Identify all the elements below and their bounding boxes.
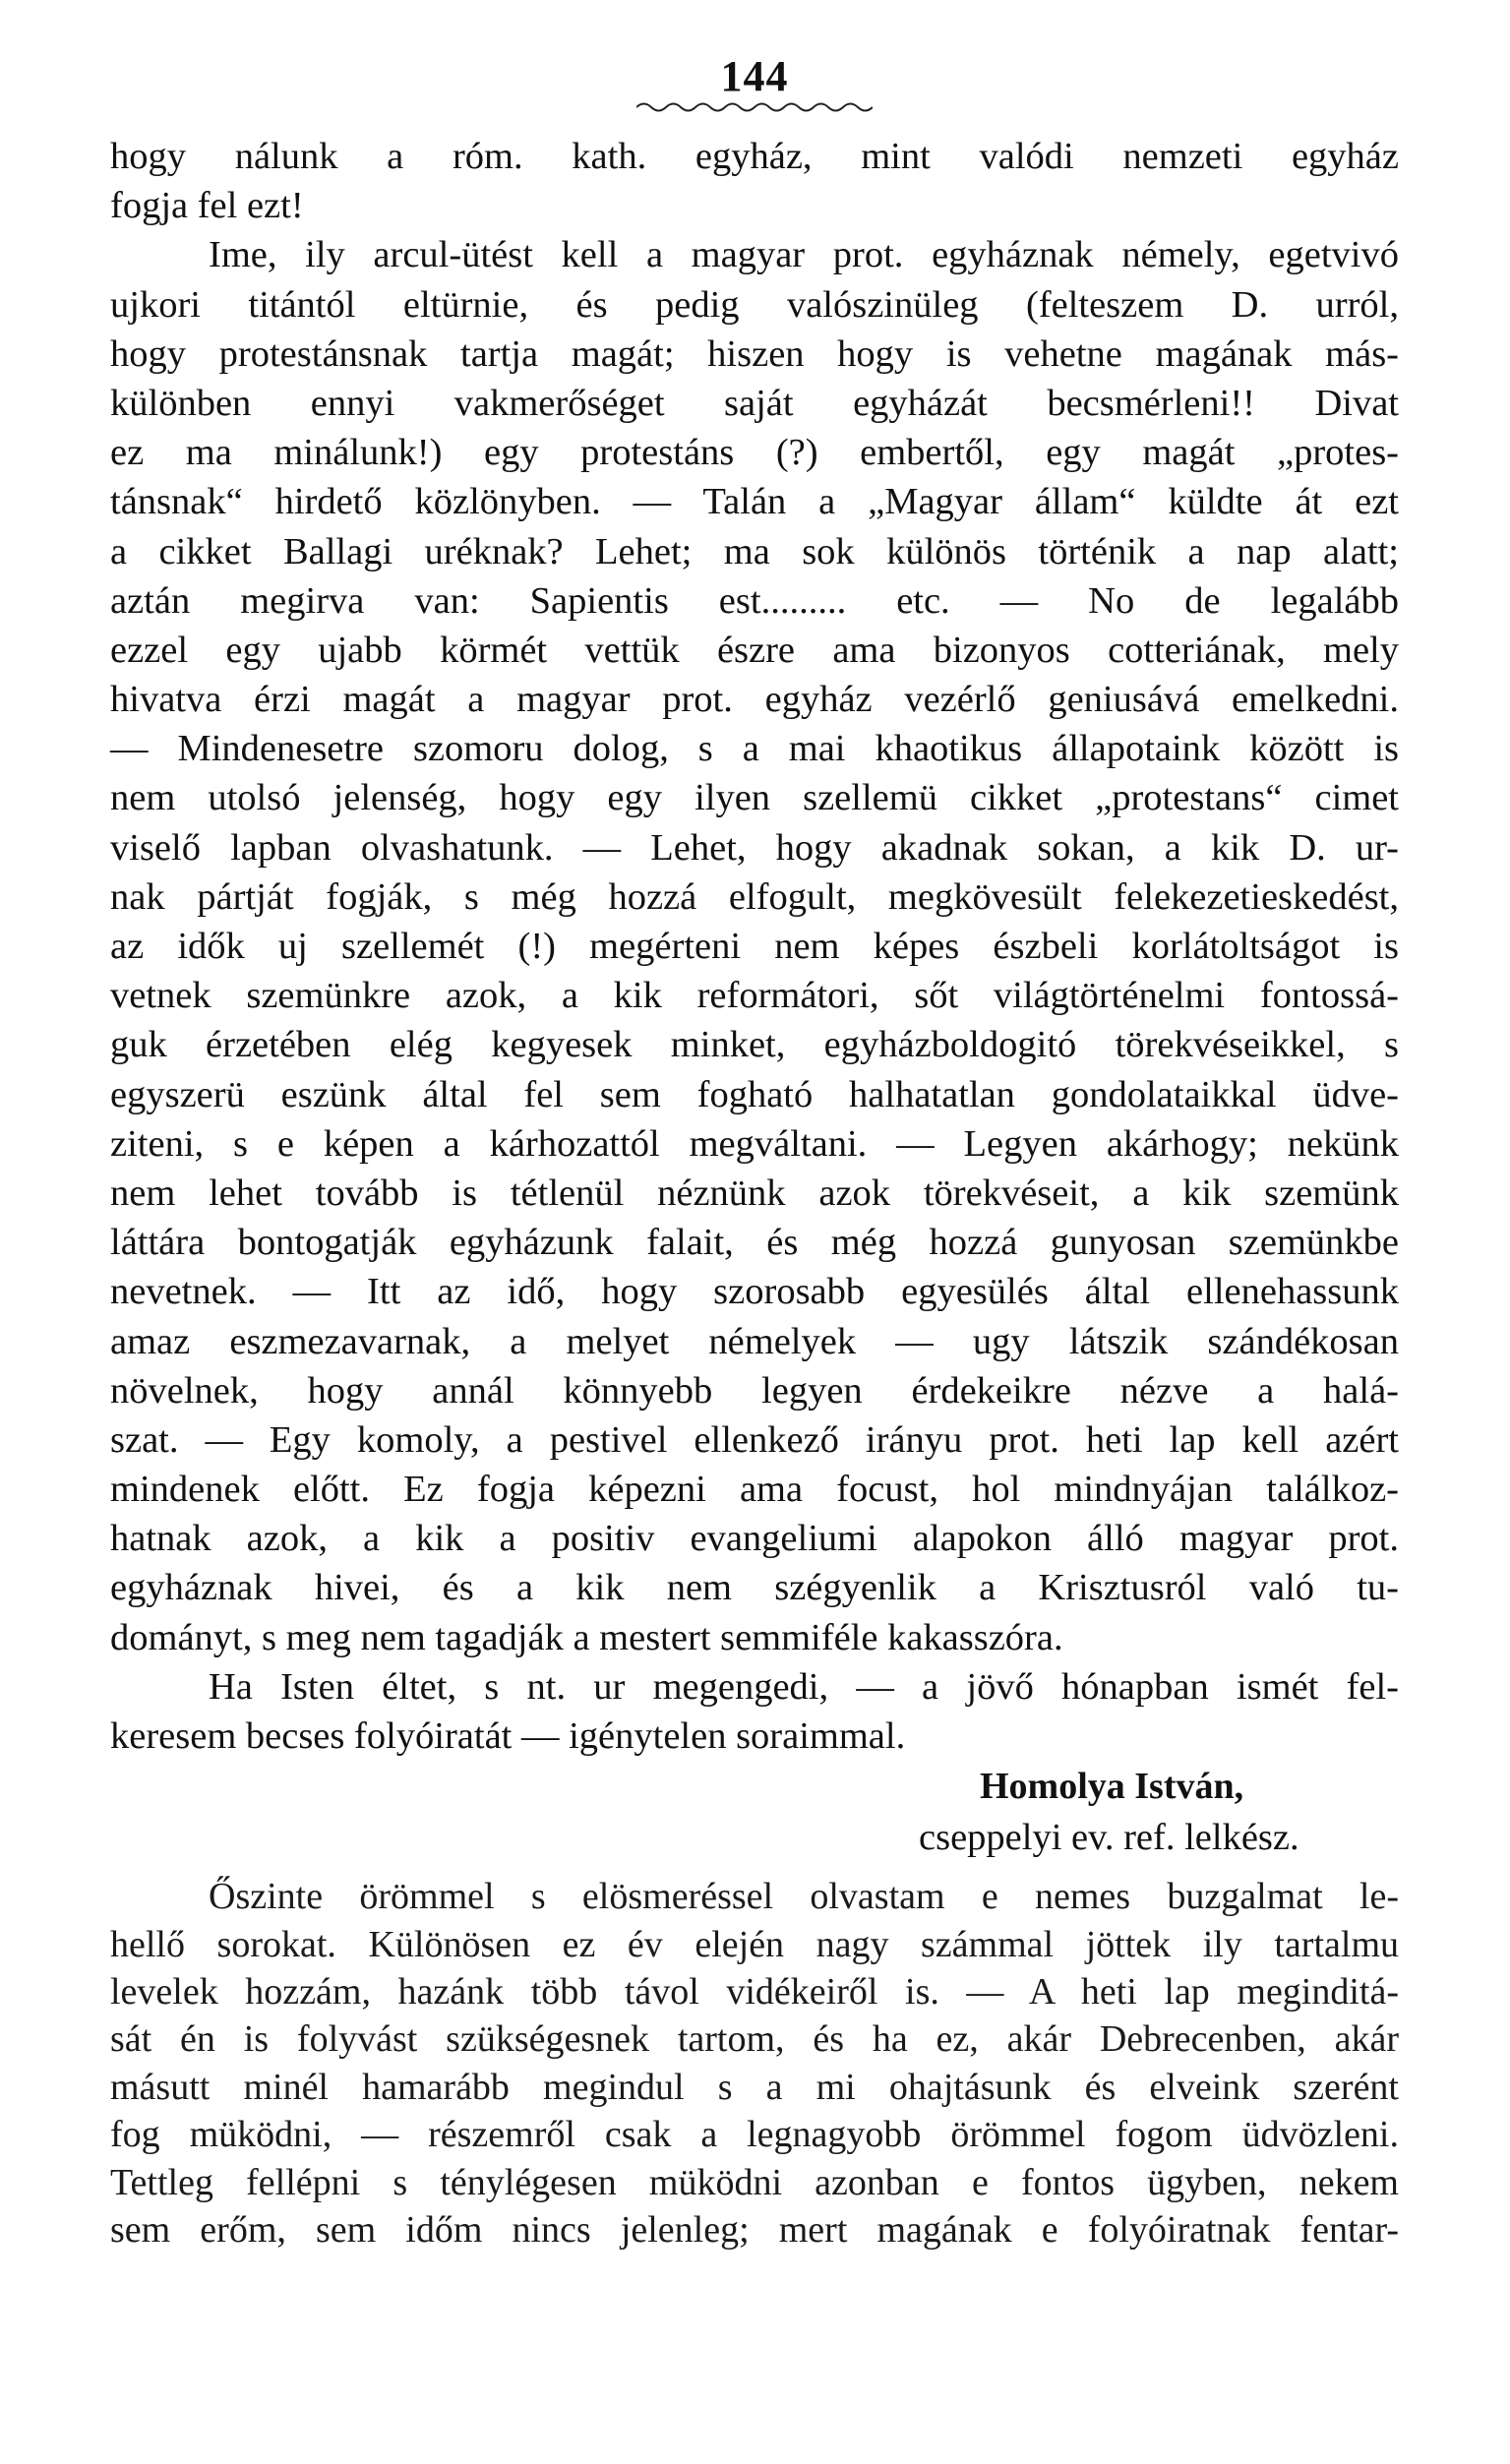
body-line: hivatva érzi magát a magyar prot. egyház vezérlő geniusává emelkedni.: [110, 679, 1399, 721]
note-line: másutt minél hamarább megindul s a mi ohajtásunk és elveink szerént: [110, 2066, 1399, 2108]
body-line: egyszerü eszünk által fel sem fogható halhatatlan gondolataikkal üdve-: [110, 1073, 1399, 1115]
body-line: szat. — Egy komoly, a pestivel ellenkező irányu prot. heti lap kell azért: [110, 1418, 1399, 1461]
note-line: Őszinte örömmel s elösmeréssel olvastam e nemes buzgalmat le-: [209, 1876, 1399, 1918]
body-line: keresem becses folyóiratát — igénytelen soraimmal.: [110, 1715, 906, 1757]
body-line: az idők uj szellemét (!) megérteni nem képes észbeli korlátoltságot is: [110, 926, 1399, 967]
body-line: hogy nálunk a róm. kath. egyház, mint valódi nemzeti egyház: [110, 136, 1399, 177]
body-line: amaz eszmezavarnak, a melyet némelyek — ugy látszik szándékosan: [110, 1320, 1399, 1362]
note-line: hellő sorokat. Különösen ez év elején nagy számmal jöttek ily tartalmu: [110, 1923, 1399, 1965]
body-line: nem utolsó jelenség, hogy egy ilyen szellemü cikket „protestans“ cimet: [110, 777, 1399, 819]
body-line: hatnak azok, a kik a positiv evangeliumi alapokon álló magyar prot.: [110, 1518, 1399, 1560]
body-line: a cikket Ballagi uréknak? Lehet; ma sok különös történik a nap alatt;: [110, 530, 1399, 572]
body-line: fogja fel ezt!: [110, 185, 304, 227]
body-line: ziteni, s e képen a kárhozattól megváltani. — Legyen akárhogy; nekünk: [110, 1122, 1399, 1165]
body-line: guk érzetében elég kegyesek minket, egyházboldogitó törekvéseikkel, s: [110, 1024, 1399, 1066]
body-line: nem lehet tovább is tétlenül néznünk azok törekvéseit, a kik szemünk: [110, 1172, 1399, 1214]
note-line: sát én is folyvást szükségesnek tartom, és ha ez, akár Debrecenben, akár: [110, 2018, 1399, 2061]
body-line: mindenek előtt. Ez fogja képezni ama focust, hol mindnyájan találkoz-: [110, 1469, 1399, 1511]
body-line: nak pártját fogják, s még hozzá elfogult, megkövesült felekezetieskedést,: [110, 875, 1399, 918]
body-line: növelnek, hogy annál könnyebb legyen érdekeikre nézve a halá-: [110, 1369, 1399, 1412]
body-line: nevetnek. — Itt az idő, hogy szorosabb egyesülés által ellenehassunk: [110, 1271, 1399, 1313]
body-line: Ime, ily arcul-ütést kell a magyar prot. egyháznak némely, egetvivó: [209, 234, 1399, 276]
document-page: [110, 49, 1399, 2254]
body-line: hogy protestánsnak tartja magát; hiszen hogy is vehetne magának más-: [110, 332, 1399, 375]
body-line: ujkori titántól eltürnie, és pedig valószinüleg (felteszem D. urról,: [110, 283, 1399, 326]
body-line: viselő lapban olvashatunk. — Lehet, hogy akadnak sokan, a kik D. ur-: [110, 826, 1399, 869]
note-line: fog müködni, — részemről csak a legnagyobb örömmel fogom üdvözleni.: [110, 2114, 1399, 2156]
article-body: [110, 132, 1399, 1761]
body-line: Ha Isten éltet, s nt. ur megengedi, — a jövő hónapban ismét fel-: [209, 1665, 1399, 1708]
editor-note: [110, 1873, 1399, 2254]
note-line: sem erőm, sem időm nincs jelenleg; mert magának e folyóiratnak fentar-: [110, 2208, 1399, 2251]
body-line: ezzel egy ujabb körmét vettük észre ama bizonyos cotteriának, mely: [110, 629, 1399, 671]
body-line: vetnek szemünkre azok, a kik reformátori, sőt világtörténelmi fontossá-: [110, 975, 1399, 1017]
body-line: egyháznak hivei, és a kik nem szégyenlik a Krisztusról való tu-: [110, 1567, 1399, 1609]
body-line: ez ma minálunk!) egy protestáns (?) embertől, egy magát „protes-: [110, 432, 1399, 474]
body-line: tánsnak“ hirdető közlönyben. — Talán a „Magyar állam“ küldte át ezt: [110, 481, 1399, 523]
body-line: dományt, s meg nem tagadják a mestert semmiféle kakasszóra.: [110, 1616, 1063, 1658]
page-number: 144: [720, 52, 789, 100]
note-line: levelek hozzám, hazánk több távol vidékeiről is. — A heti lap meginditá-: [110, 1970, 1399, 2013]
body-line: különben ennyi vakmerőséget saját egyházát becsmérleni!! Divat: [110, 382, 1399, 424]
signature-name: Homolya István,: [980, 1766, 1244, 1808]
signature: [110, 1761, 1399, 1863]
body-line: láttára bontogatják egyházunk falait, és még hozzá gunyosan szemünkbe: [110, 1222, 1399, 1264]
note-line: Tettleg fellépni s ténylégesen müködni azonban e fontos ügyben, nekem: [110, 2161, 1399, 2203]
signature-title: cseppelyi ev. ref. lelkész.: [919, 1817, 1299, 1859]
body-line: aztán megirva van: Sapientis est......... etc. — No de legalább: [110, 579, 1399, 622]
body-line: — Mindenesetre szomoru dolog, s a mai khaotikus állapotaink között is: [110, 728, 1399, 770]
